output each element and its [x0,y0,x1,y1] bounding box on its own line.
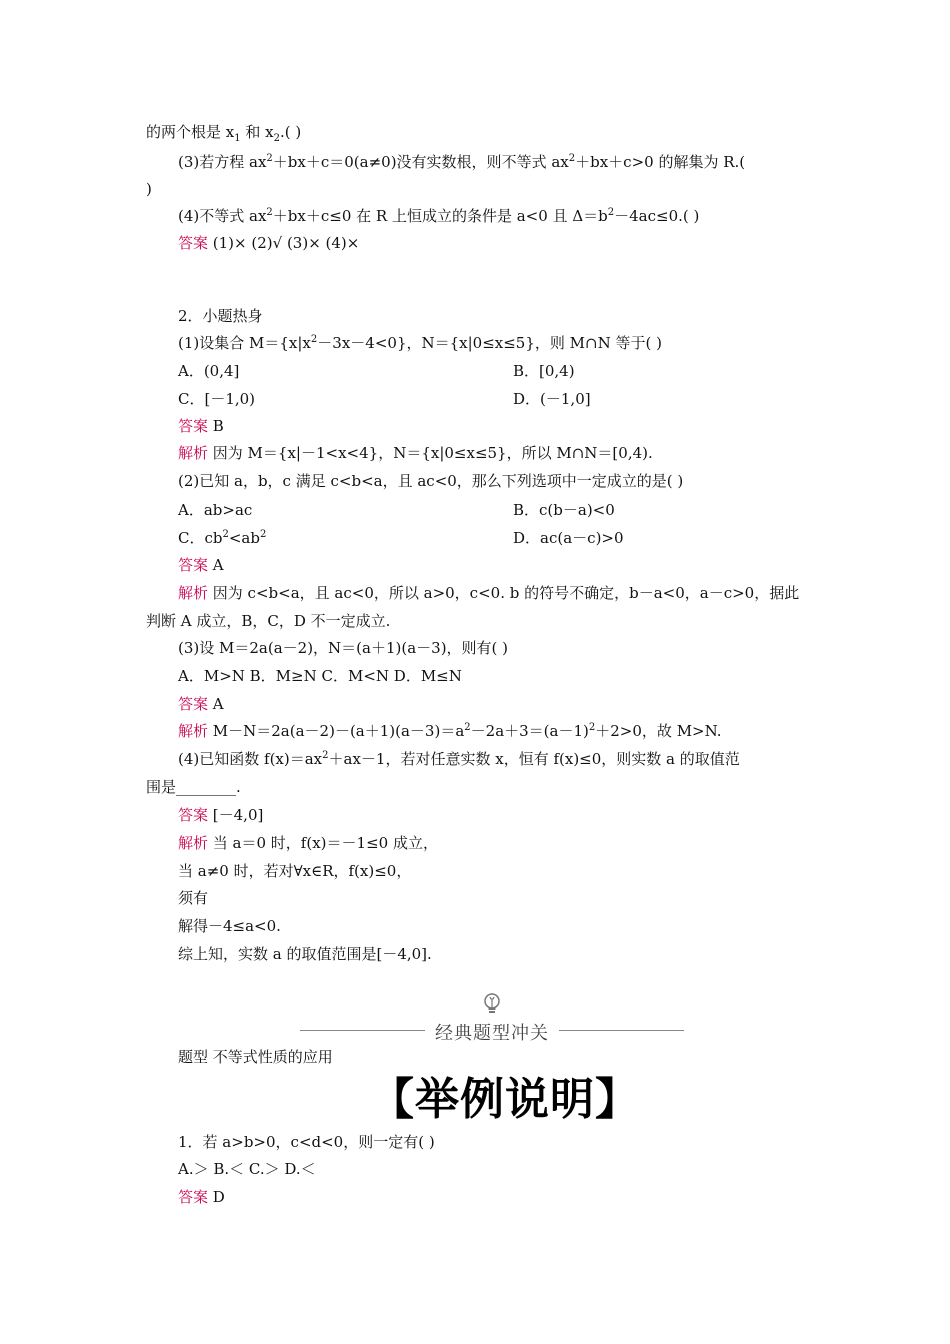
text-run: B．c(b－a)<0 [513,501,615,519]
text-run: 2 [266,153,273,164]
text-run: 2 [322,750,329,761]
text-run: ＋2>0，故 M>N. [595,722,722,740]
text-run: －3x－4<0}，N＝{x|0≤x≤5}，则 M∩N 等于( ) [317,334,662,352]
text-run: D．ac(a－c)>0 [513,529,624,547]
text-run: A.＞ B.＜ C.＞ D.＜ [178,1160,316,1178]
text-line [178,471,683,491]
text-run: A．M>N B．M≥N C．M<N D．M≤N [178,667,462,685]
text-run: (3)若方程 ax [178,153,267,171]
text-run: (3)设 M＝2a(a－2)，N＝(a＋1)(a－3)，则有( ) [178,639,509,657]
text-line [178,1159,316,1179]
text-run: D [208,1188,225,1206]
text-run: 判断 A 成立，B，C，D 不一定成立. [146,612,391,630]
text-line [513,389,591,409]
answer-label: 解析 [178,584,209,602]
text-line [178,152,745,172]
text-run: .( ) [279,123,302,141]
text-line [178,805,263,825]
text-run: 1．若 a>b>0，c<d<0，则一定有( ) [178,1133,435,1151]
text-run: A [208,695,224,713]
text-run: C．[－1,0) [178,390,256,408]
text-line [146,777,241,797]
text-line [178,749,740,769]
text-run: 当 a＝0 时，f(x)＝－1≤0 成立， [208,834,438,852]
text-line [178,1132,435,1152]
text-run: ) [146,180,152,198]
text-line [178,416,224,436]
text-line [178,443,653,463]
text-run: A．(0,4] [178,362,240,380]
text-run: －4ac≤0.( ) [614,207,700,225]
text-line [178,555,224,575]
text-run: (2)已知 a，b，c 满足 c<b<a，且 ac<0，那么下列选项中一定成立的是( ) [178,472,684,490]
text-run: A [208,556,224,574]
text-line [178,333,662,353]
answer-label: 答案 [178,806,209,824]
text-line [178,944,432,964]
text-run: 2 [310,334,318,345]
text-run: 2 [568,153,576,164]
text-run: 2．小题热身 [178,307,263,325]
answer-label: 答案 [178,556,209,574]
text-line [178,1047,333,1067]
text-run: 2 [222,529,229,540]
text-line [178,306,263,326]
text-line [178,861,411,881]
section-banner [300,992,684,1044]
section-title: 【举例说明】 [370,1074,640,1125]
text-run: 2 [273,133,280,144]
lightbulb-icon [481,992,503,1016]
text-run: 因为 M＝{x|－1<x<4}，N＝{x|0≤x≤5}，所以 M∩N＝[0,4). [208,444,653,462]
text-line [178,583,799,603]
text-run: D．(－1,0] [513,390,591,408]
text-run: ＋bx＋c≤0 在 R 上恒成立的条件是 a<0 且 Δ＝b [272,207,608,225]
text-line [178,666,462,686]
answer-label: 解析 [178,722,209,740]
answer-label: 解析 [178,444,209,462]
text-line [146,122,301,142]
text-run: 的两个根是 x [146,123,235,141]
text-run: 当 a≠0 时，若对∀x∈R，f(x)≤0， [178,862,412,880]
text-line [178,721,722,741]
text-run: 2 [588,722,596,733]
text-run: [－4,0] [208,806,264,824]
text-line [178,528,266,548]
answer-label: 答案 [178,1188,209,1206]
text-line [178,638,508,658]
text-run: －2a＋3＝(a－1) [470,722,589,740]
text-run: (1)设集合 M＝{x|x [178,334,311,352]
text-line [178,833,438,853]
text-run: 综上知，实数 a 的取值范围是[－4,0]. [178,945,432,963]
text-run: ＋bx＋c＝0(a≠0)没有实数根，则不等式 ax [272,153,569,171]
text-run: 围是________. [146,778,241,796]
text-run: 须有 [178,889,209,907]
text-run: B．[0,4) [513,362,575,380]
text-run: 1 [234,133,241,144]
text-run: 2 [266,207,273,218]
text-run: 和 x [240,123,274,141]
text-run: 题型 不等式性质的应用 [178,1048,333,1066]
banner-line-right [559,1030,684,1031]
text-line [178,361,239,381]
text-run: 因为 c<b<a，且 ac<0，所以 a>0，c<0. b 的符号不确定，b－a<0，a－c>0，据此 [208,584,800,602]
text-line [513,500,615,520]
answer-label: 答案 [178,417,209,435]
answer-label: 解析 [178,834,209,852]
text-line [146,179,152,199]
text-line [513,528,624,548]
answer-label: 答案 [178,234,209,252]
text-run: ＋ax－1，若对任意实数 x，恒有 f(x)≤0，则实数 a 的取值范 [328,750,740,768]
text-run: (4)已知函数 f(x)＝ax [178,750,323,768]
text-line [178,206,699,226]
text-run: M－N＝2a(a－2)－(a＋1)(a－3)＝a [208,722,465,740]
text-line [178,233,359,253]
text-line [513,361,575,381]
text-line [178,916,281,936]
text-run: (4)不等式 ax [178,207,267,225]
text-run: 解得－4≤a<0. [178,917,281,935]
text-run: <ab [228,529,260,547]
text-run: ＋bx＋c>0 的解集为 R.( [575,153,746,171]
answer-label: 答案 [178,695,209,713]
text-line [178,389,255,409]
text-run: 2 [464,722,471,733]
text-line [146,611,390,631]
text-run: (1)× (2)√ (3)× (4)× [208,234,360,252]
text-line [178,888,208,908]
text-run: B [208,417,224,435]
banner-title: 经典题型冲关 [435,1023,549,1044]
text-line [178,694,224,714]
text-run: 2 [607,207,615,218]
text-run: 2 [259,529,267,540]
text-run: A．ab>ac [178,501,253,519]
text-run: C．cb [178,529,223,547]
text-line [178,1187,225,1207]
text-line [178,500,252,520]
